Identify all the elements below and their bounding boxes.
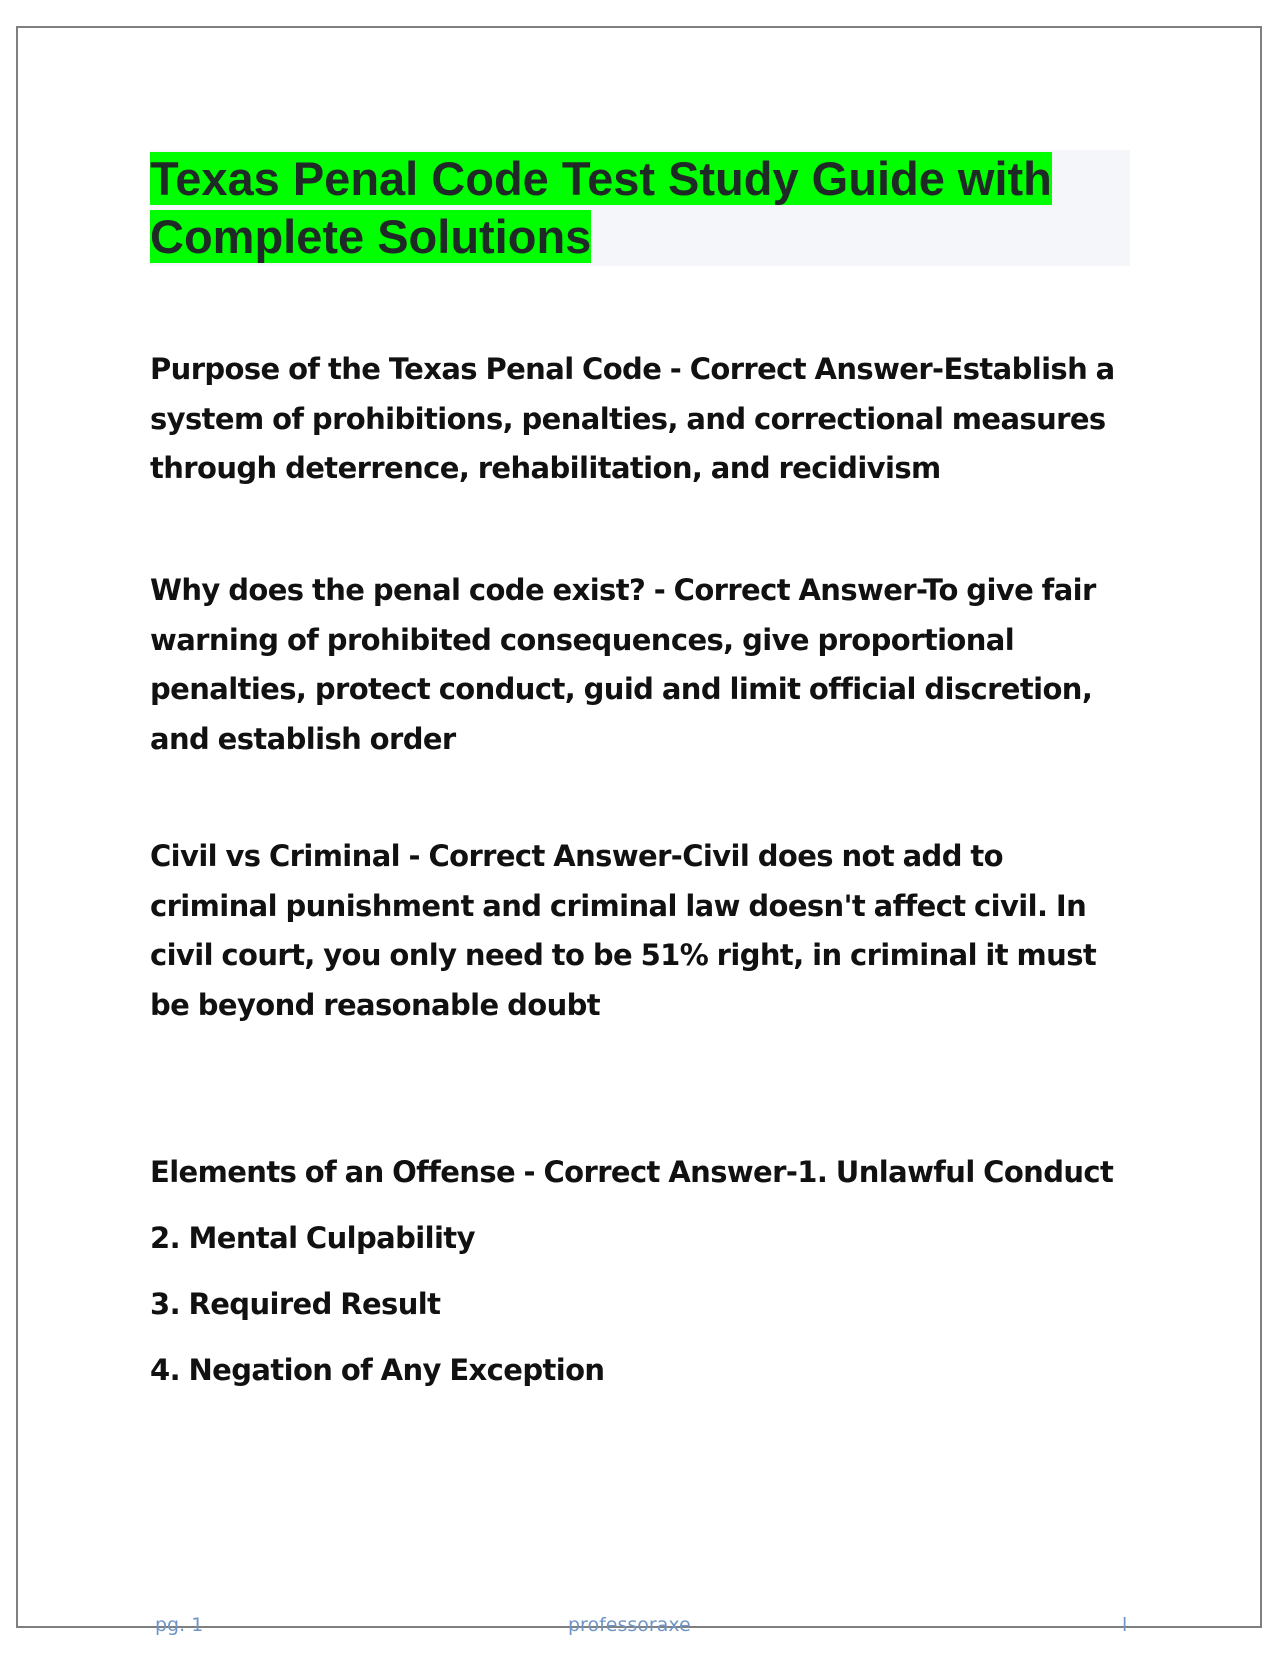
list-item: 3. Required Result — [150, 1287, 441, 1321]
footer-page-number: pg. 1 — [155, 1614, 204, 1636]
question-text: Elements of an Offense — [150, 1155, 516, 1189]
answer-text: Establish a system of prohibitions, penalties, and correctional measures through deterrence, rehabilitation, and recidivism — [150, 352, 1115, 485]
answer-separator: - Correct Answer- — [645, 573, 924, 607]
title-highlight: Texas Penal Code Test Study Guide with Complete Solutions — [150, 152, 1052, 263]
list-item: 4. Negation of Any Exception — [150, 1353, 605, 1387]
answer-text: 1. Unlawful Conduct — [797, 1155, 1114, 1189]
answer-separator: - Correct Answer- — [661, 352, 944, 386]
qa-item-purpose — [150, 345, 1125, 494]
qa-item-elements — [150, 1152, 1113, 1192]
answer-separator: - Correct Answer- — [515, 1155, 798, 1189]
document-title — [150, 150, 1130, 266]
qa-item-civil-criminal — [150, 832, 1125, 1030]
footer-right-mark: l — [1122, 1614, 1128, 1636]
question-text: Purpose of the Texas Penal Code — [150, 352, 662, 386]
question-text: Civil vs Criminal — [150, 839, 401, 873]
list-item: 2. Mental Culpability — [150, 1221, 475, 1255]
qa-item-why-exist — [150, 566, 1125, 764]
question-text: Why does the penal code exist? — [150, 573, 646, 607]
answer-separator: - Correct Answer- — [400, 839, 683, 873]
answer-text: Civil does not add to criminal punishment and criminal law doesn't affect civil. In civil court, you only need to be 51% right, in criminal it must be beyond reasonable doubt — [150, 839, 1097, 1022]
footer-author: professoraxe — [568, 1614, 691, 1636]
answer-text: To give fair warning of prohibited consequences, give proportional penalties, protect conduct, guid and limit official discretion, and establish order — [150, 573, 1096, 756]
